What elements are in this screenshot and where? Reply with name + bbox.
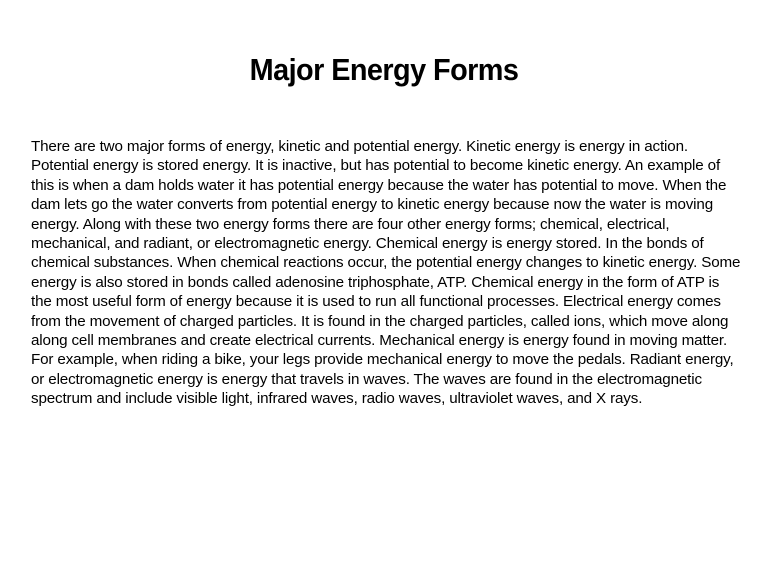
slide-title: Major Energy Forms [249,52,519,87]
slide-body-text: There are two major forms of energy, kinetic and potential energy. Kinetic energy is energy in action. Potential energy is stored energy. It is inactive, but has potential to become kinetic energy. An example of this is when a dam holds water it has potential energy because the water has potential to move. When the dam lets go the water converts from potential energy to kinetic energy because now the water is moving energy. Along with these two energy forms there are four other energy forms; chemical, electrical, mechanical, and radiant, or electromagnetic energy. Chemical energy is energy stored. In the bonds of chemical substances. When chemical reactions occur, the potential energy changes to kinetic energy. Some energy is also stored in bonds called adenosine triphosphate, ATP. Chemical energy in the form of ATP is the most useful form of energy because it is used to run all functional processes. Electrical energy comes from the movement of charged particles. It is found in the charged particles, called ions, which move along along cell membranes and create electrical currents. Mechanical energy is energy found in moving matter. For example, when riding a bike, your legs provide mechanical energy to move the pedals. Radiant energy, or electromagnetic energy is energy that travels in waves. The waves are found in the electromagnetic spectrum and include visible light, infrared waves, radio waves, ultraviolet waves, and X rays. [31,138,741,408]
